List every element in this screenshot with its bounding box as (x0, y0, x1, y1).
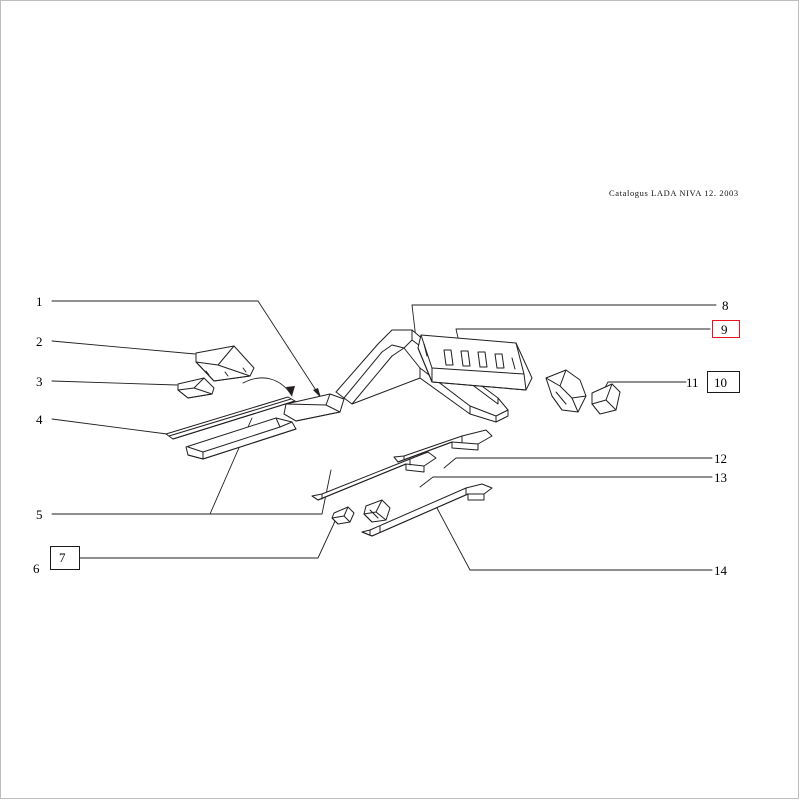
leader-3 (52, 381, 177, 385)
part-2-seat-mount-bracket-large (196, 346, 254, 381)
callout-label-2[interactable]: 2 (36, 334, 43, 349)
callout-label-12[interactable]: 12 (714, 451, 727, 466)
callout-label-5[interactable]: 5 (36, 507, 43, 522)
leader-8 (412, 305, 716, 339)
leader-7 (80, 519, 336, 558)
callout-label-11[interactable]: 11 (686, 375, 699, 390)
leader-4 (52, 419, 167, 434)
part-13-floor-rail-short (312, 452, 436, 500)
part-11-side-bracket (546, 370, 586, 412)
catalog-caption: Catalogus LADA NIVA 12. 2003 (609, 188, 739, 198)
part-10-corner-gusset (592, 384, 620, 414)
assembly-arrow-icon (243, 378, 295, 396)
part-1-floor-reinforcement-panel (284, 394, 344, 421)
callout-label-4[interactable]: 4 (36, 412, 43, 427)
part-7-small-clip-bracket (332, 507, 354, 524)
part-6-clip-bracket (364, 500, 390, 522)
leader-5b (210, 470, 331, 514)
callout-label-14[interactable]: 14 (714, 563, 727, 578)
callout-label-13[interactable]: 13 (714, 470, 727, 485)
part-12-floor-rail-long (394, 430, 492, 462)
callout-label-8[interactable]: 8 (722, 298, 729, 313)
leader-2 (52, 341, 195, 354)
callout-label-7[interactable]: 7 (59, 550, 66, 565)
leader-13 (420, 477, 712, 487)
callout-label-10[interactable]: 10 (714, 375, 727, 390)
callout-label-9[interactable]: 9 (721, 322, 728, 337)
callout-label-6[interactable]: 6 (33, 561, 40, 576)
callout-label-1[interactable]: 1 (36, 294, 43, 309)
part-9-perforated-crossmember-plate (418, 335, 532, 390)
callout-label-3[interactable]: 3 (36, 374, 43, 389)
part-3-seat-mount-bracket-small (178, 378, 214, 398)
leader-14 (437, 508, 712, 570)
leader-12 (444, 458, 712, 468)
